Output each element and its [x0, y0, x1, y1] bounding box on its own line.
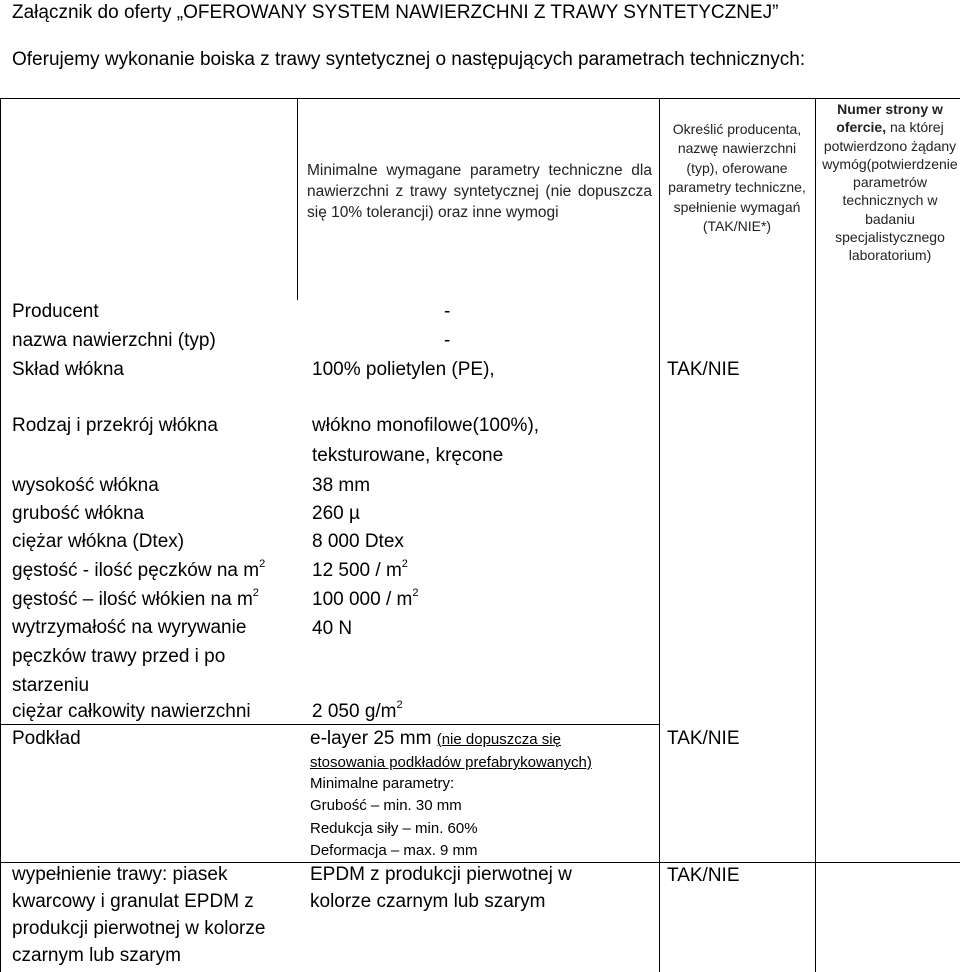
header-offer-spec: Określić producenta, nazwę nawierzchni (typ), oferowane parametry techniczne, spełnienie wymagań (TAK/NIE*)	[668, 121, 806, 235]
row-label-ciezar-calkowity: ciężar całkowity nawierzchni	[12, 701, 251, 722]
row-value-rodzaj-line2: teksturowane, kręcone	[312, 445, 504, 466]
row-value-gestosc-peczki-text: 12 500 / m	[312, 560, 402, 581]
row-value-wypelnienie: EPDM z produkcji pierwotnej w kolorze czarnym lub szarym	[310, 864, 572, 912]
row-value-podklad-param2: Redukcja siły – min. 60%	[310, 820, 478, 837]
row-label-gestosc-peczki-sup: 2	[259, 557, 266, 570]
row-value-rodzaj-line1: włókno monofilowe(100%),	[312, 415, 540, 436]
row-answer-podklad: TAK/NIE	[667, 728, 740, 749]
row-label-nazwa: nazwa nawierzchni (typ)	[12, 330, 216, 351]
row-value-grubosc: 260 µ	[312, 503, 360, 524]
row-value-podklad-params-title: Minimalne parametry:	[310, 775, 455, 792]
row-value-podklad-main: e-layer 25 mm	[310, 728, 437, 749]
row-label-gestosc-wlokna-sup: 2	[252, 586, 259, 599]
row-label-ciezar: ciężar włókna (Dtex)	[12, 531, 185, 552]
row-value-gestosc-wlokna-text: 100 000 / m	[312, 589, 413, 610]
row-value-gestosc-wlokna	[312, 586, 419, 610]
row-value-ciezar: 8 000 Dtex	[312, 531, 404, 552]
table-top-border	[0, 98, 960, 99]
row-label-gestosc-wlokna	[12, 586, 259, 610]
row-value-wytrzymalosc: 40 N	[312, 618, 353, 639]
row-value-podklad-param1: Grubość – min. 30 mm	[310, 797, 462, 814]
row-label-podklad: Podkład	[12, 728, 81, 749]
row-answer-sklad: TAK/NIE	[667, 359, 740, 380]
row-value-wysokosc: 38 mm	[312, 475, 371, 496]
row-label-gestosc-peczki	[12, 557, 266, 581]
row-value-sklad: 100% polietylen (PE),	[312, 359, 495, 380]
row-label-grubosc: grubość włókna	[12, 503, 145, 524]
row-label-wypelnienie: wypełnienie trawy: piasek kwarcowy i granulat EPDM z produkcji pierwotnej w kolorze czarnym lub szarym	[12, 864, 266, 966]
row-label-rodzaj: Rodzaj i przekrój włókna	[12, 415, 218, 436]
row-value-podklad-note1: (nie dopuszcza się	[436, 731, 561, 748]
row-value-podklad-param3: Deformacja – max. 9 mm	[310, 842, 478, 859]
row-value-gestosc-peczki-sup: 2	[401, 557, 408, 570]
table-left-border	[0, 98, 1, 972]
row-value-podklad	[310, 729, 561, 748]
row-divider-podklad	[0, 724, 660, 725]
row-answer-wypelnienie: TAK/NIE	[667, 865, 740, 886]
row-label-wysokosc: wysokość włókna	[12, 475, 159, 496]
column-divider-2	[659, 98, 660, 972]
row-value-gestosc-peczki	[312, 557, 408, 581]
row-label-sklad: Skład włókna	[12, 359, 124, 380]
row-value-ciezar-calkowity-sup: 2	[396, 698, 403, 711]
header-page-number	[820, 100, 960, 265]
column-divider-1	[297, 98, 298, 300]
row-value-ciezar-calkowity	[312, 698, 403, 722]
row-value-podklad-note2-wrap	[310, 755, 592, 770]
row-label-gestosc-wlokna-text: gęstość – ilość włókien na m	[12, 589, 253, 610]
row-label-producent: Producent	[12, 301, 99, 322]
row-value-podklad-note2: stosowania podkładów prefabrykowanych)	[310, 754, 592, 771]
row-value-gestosc-wlokna-sup: 2	[412, 586, 419, 599]
header-page-number-bold: Numer strony w ofercie,	[836, 101, 943, 136]
header-page-number-rest: na której potwierdzono żądany wymóg(potwierdzenie parametrów technicznych w badaniu specjalistycznego laboratorium)	[822, 119, 958, 264]
row-label-gestosc-peczki-text: gęstość - ilość pęczków na m	[12, 560, 260, 581]
row-label-wytrzymalosc: wytrzymałość na wyrywanie pęczków trawy przed i po starzeniu	[12, 617, 247, 696]
document-subtitle: Oferujemy wykonanie boiska z trawy syntetycznej o następujących parametrach technicznych:	[12, 49, 806, 70]
column-divider-3	[815, 98, 816, 972]
row-value-nazwa: -	[444, 330, 451, 351]
row-value-producent: -	[444, 301, 451, 322]
header-requirements: Minimalne wymagane parametry techniczne dla nawierzchni z trawy syntetycznej (nie dopuszcza się 10% tolerancji) oraz inne wymogi	[307, 162, 652, 221]
document-title: Załącznik do oferty „OFEROWANY SYSTEM NAWIERZCHNI Z TRAWY SYNTETYCZNEJ”	[12, 2, 779, 23]
row-value-ciezar-calkowity-text: 2 050 g/m	[312, 701, 397, 722]
